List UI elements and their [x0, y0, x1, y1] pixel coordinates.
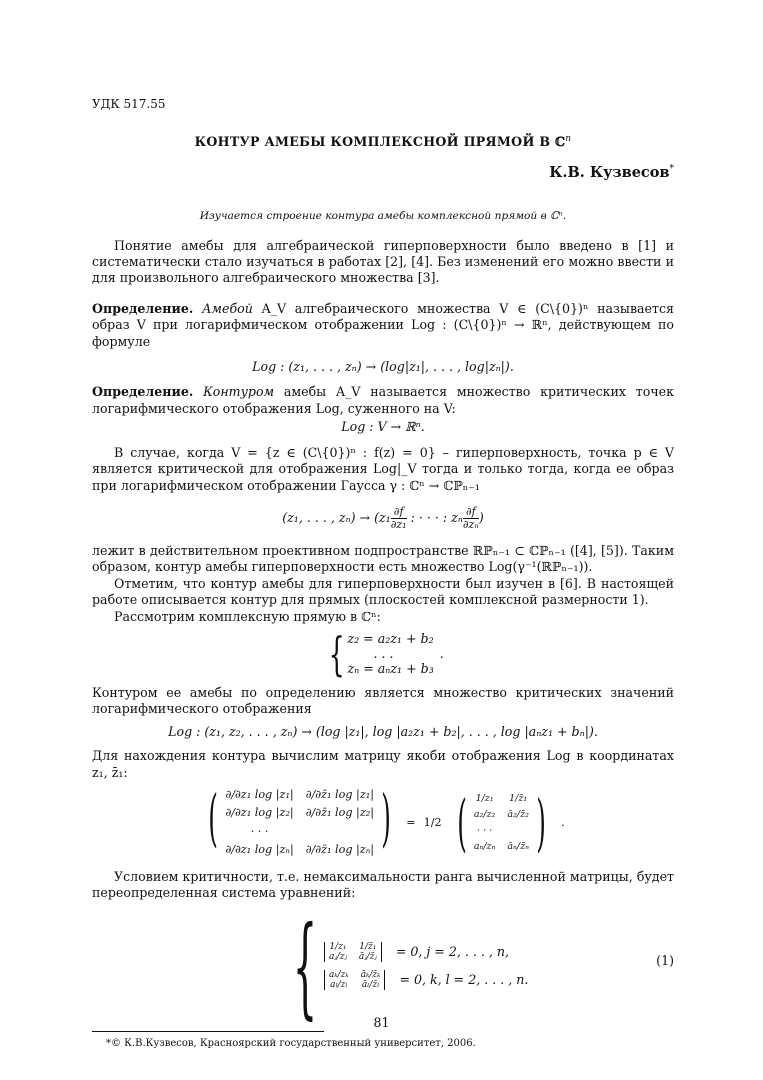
- system-rows: [348, 631, 434, 676]
- matrix-cell: · · ·: [250, 824, 269, 838]
- footnote-rule: [92, 1031, 324, 1032]
- left-paren: (: [456, 785, 467, 859]
- definition-contour: [92, 384, 674, 417]
- matrix-cell: 1/z̄₁: [509, 792, 528, 804]
- author-footnote-mark: *: [669, 164, 674, 174]
- page-body: [92, 96, 674, 1053]
- matrix-cell: ∂/∂z₁ log |z₁|: [225, 787, 294, 801]
- formula-log-line: Log : (z₁, z₂, . . . , zₙ) → (log |z₁|, log |a₂z₁ + b₂|, . . . , log |aₙz₁ + bₙ|).: [168, 723, 598, 739]
- right-paren: ): [536, 785, 546, 859]
- fraction-df-dz1: [391, 506, 407, 531]
- fraction-denominator: ∂z₁: [390, 517, 407, 531]
- formula-log-map: Log : (z₁, . . . , zₙ) → (log|z₁|, . . . , log|zₙ|).: [252, 359, 514, 375]
- determinant: [324, 970, 385, 990]
- system-row: . . .: [373, 646, 394, 662]
- definition-term: Амебой: [202, 300, 253, 316]
- matrix-cell: ∂/∂z̄₁ log |zₙ|: [305, 843, 375, 857]
- determinant-cell: aⱼ/zⱼ: [329, 952, 347, 963]
- matrix-cell: ∂/∂z₁ log |zₙ|: [225, 843, 294, 857]
- matrix-cell: āₙ/z̄ₙ: [507, 840, 529, 852]
- title-superscript: n: [565, 134, 572, 145]
- matrix-cell: 1/z₁: [475, 792, 494, 804]
- jacobian-formula: [92, 780, 674, 859]
- fraction-df-dzn: [463, 506, 479, 531]
- matrix-grid: [474, 792, 529, 854]
- definition-amoeba: [92, 301, 674, 350]
- system-row: zₙ = aₙz₁ + b₃: [347, 661, 434, 677]
- matrix-cell: ā₂/z̄₂: [507, 808, 529, 820]
- matrix-cell: · · ·: [477, 824, 493, 836]
- author: [92, 161, 674, 181]
- matrix-left: [201, 780, 398, 859]
- determinant-cell: 1/z₁: [329, 942, 347, 953]
- paragraph-criticality: Условием критичности, т.е. немаксимальности ранга вычисленной матрицы, будет переопределенная система уравнений:: [92, 868, 674, 901]
- matrix-cell: ∂/∂z̄₁ log |z₁|: [305, 787, 374, 801]
- footnote: *© К.В.Кузвесов, Красноярский государственный университет, 2006.: [106, 1038, 476, 1050]
- matrix-cell: ∂/∂z̄₁ log |z₂|: [305, 806, 374, 820]
- gauss-right: ): [478, 509, 484, 525]
- matrix-right: [450, 785, 554, 859]
- determinant-cell: āₗ/z̄ₗ: [361, 980, 380, 991]
- fraction-numerator: ∂f: [463, 506, 479, 519]
- fraction-denominator: ∂zₙ: [462, 517, 479, 531]
- determinant-cell: āₖ/z̄ₖ: [360, 970, 381, 981]
- intro-paragraph: Понятие амебы для алгебраической гиперповерхности было введено в [1] и систематически стало изучаться в работах [2], [4]. Без изменений его можно ввести и для произвольного алгебраического множества [3].: [92, 237, 674, 286]
- gauss-left: (z₁, . . . , zₙ) → (z₁: [282, 509, 391, 525]
- definition-text: амебы A_V называется множество критических точек логарифмического отображения Log, суженного на V:: [92, 384, 674, 416]
- matrix-cell: a₂/z₂: [473, 808, 496, 820]
- udk-code: УДК 517.55: [92, 97, 166, 111]
- definition-term: Контуром: [203, 384, 275, 400]
- equals-sign: =: [406, 815, 416, 829]
- matrix-period: .: [561, 815, 565, 829]
- equation-rest: = 0, j = 2, . . . , n,: [395, 944, 510, 960]
- left-brace: {: [328, 626, 345, 681]
- author-name: К.В. Кузвесов: [549, 163, 670, 181]
- paragraph-contour-def: Контуром ее амебы по определению является множество критических значений логарифмического отображения: [92, 684, 674, 717]
- line-system: [92, 626, 674, 681]
- paragraph-jacobian: Для нахождения контура вычислим матрицу якоби отображения Log в координатах z₁, z̄₁:: [92, 748, 674, 780]
- formula-log-restricted: Log : V → ℝⁿ.: [341, 419, 425, 435]
- determinant: [324, 942, 382, 962]
- matrix-cell: ∂/∂z₁ log |z₂|: [225, 806, 294, 820]
- abstract: Изучается строение контура амебы комплексной прямой в ℂⁿ.: [199, 210, 567, 223]
- jacobian-equation: [201, 780, 565, 859]
- formula-gauss-map: [92, 506, 674, 531]
- equation-row: [324, 942, 528, 962]
- gauss-mid: : · · · : zₙ: [406, 509, 463, 525]
- paragraph-projective: лежит в действительном проективном подпространстве ℝℙₙ₋₁ ⊂ ℂℙₙ₋₁ ([4], [5]). Таким образом, контур амебы гиперповерхности есть множество Log(γ⁻¹(ℝℙₙ₋₁)).: [92, 542, 674, 575]
- one-half: 1/2: [423, 815, 442, 829]
- right-paren: ): [381, 780, 391, 854]
- determinant-cell: aₖ/zₖ: [329, 970, 349, 981]
- equation-number: (1): [656, 953, 674, 969]
- equation-rows: [324, 942, 528, 990]
- fraction-numerator: ∂f: [391, 506, 407, 519]
- matrix-cell: aₙ/zₙ: [473, 840, 496, 852]
- paragraph-note: Отметим, что контур амебы для гиперповерхности был изучен в [6]. В настоящей работе описывается контур для прямых (плоскостей комплексной размерности 1).: [92, 575, 674, 608]
- determinant-cell: 1/z̄₁: [359, 942, 377, 953]
- page-number: 81: [373, 1015, 390, 1030]
- paragraph-line: Рассмотрим комплексную прямую в ℂⁿ:: [114, 608, 381, 624]
- determinant-cell: aₗ/zₗ: [330, 980, 348, 991]
- system-period: .: [439, 645, 444, 661]
- paper-title: [92, 131, 674, 151]
- definition-text: A_V алгебраического множества V ∈ (C\{0})ⁿ называется образ V при логарифмическом отображении Log : (C\{0})ⁿ → ℝⁿ, действующем по формуле: [92, 300, 674, 349]
- definition-label: Определение.: [92, 300, 194, 316]
- system-row: z₂ = a₂z₁ + b₂: [347, 631, 434, 647]
- determinant-cell: āⱼ/z̄ⱼ: [358, 952, 377, 963]
- equation-rest: = 0, k, l = 2, . . . , n.: [399, 972, 529, 988]
- matrix-grid: [225, 787, 374, 859]
- big-left-brace: {: [292, 902, 318, 1031]
- equation-row: [324, 970, 528, 990]
- left-paren: (: [208, 780, 219, 854]
- paragraph-hypersurface: В случае, когда V = {z ∈ (C\{0})ⁿ : f(z) = 0} – гиперповерхность, точка p ∈ V является критической для отображения Log|_V тогда и только тогда, когда ее образ при логарифмическом отображении Гаусса γ : ℂⁿ → ℂℙₙ₋₁: [92, 444, 674, 493]
- definition-label: Определение.: [92, 384, 194, 400]
- title-text: КОНТУР АМЕБЫ КОМПЛЕКСНОЙ ПРЯМОЙ В ℂ: [194, 134, 566, 150]
- system-of-equations: [322, 626, 444, 681]
